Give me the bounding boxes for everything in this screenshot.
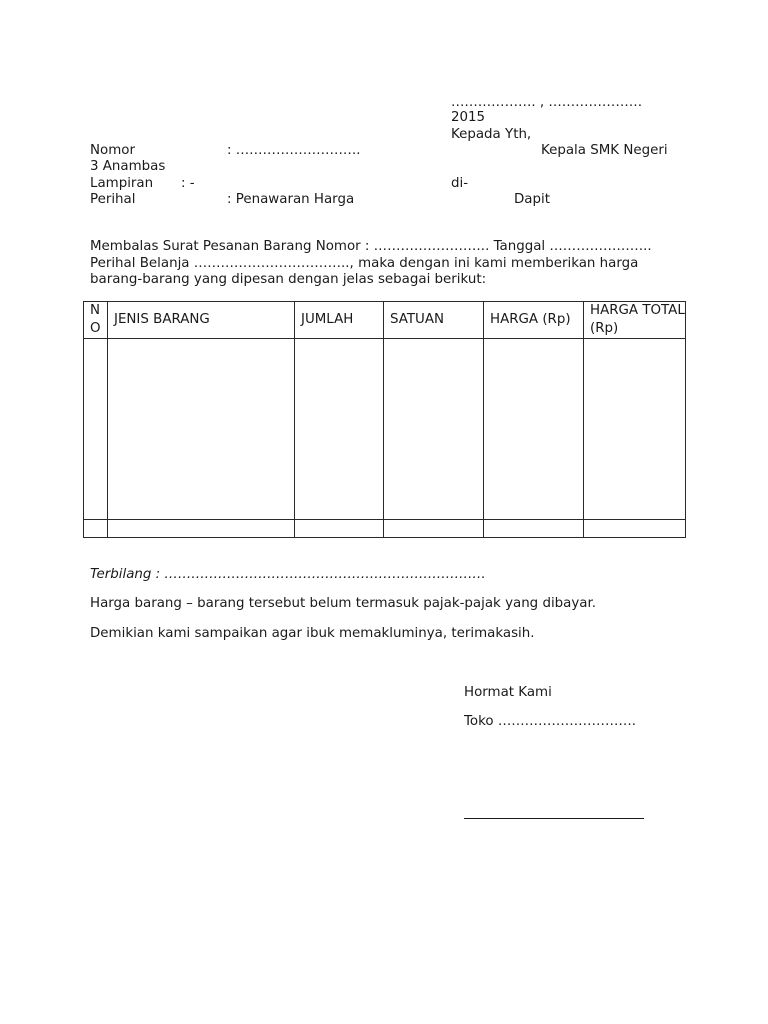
year: 2015 (451, 110, 486, 125)
col-header-no: NO (84, 302, 108, 339)
items-table (83, 301, 686, 538)
col-header-jenis-barang: JENIS BARANG (108, 302, 295, 339)
table-cell (484, 339, 584, 520)
recipient-di: di- (451, 176, 469, 191)
tax-note: Harga barang – barang tersebut belum termasuk pajak-pajak yang dibayar. (90, 596, 597, 611)
date-line: ………………. , ………………… (451, 95, 643, 110)
col-header-jumlah: JUMLAH (295, 302, 384, 339)
signature-greeting: Hormat Kami (464, 685, 552, 700)
table-cell (84, 339, 108, 520)
table-header-row (84, 302, 686, 339)
table-cell (384, 339, 484, 520)
table-cell (108, 339, 295, 520)
table-row (84, 339, 686, 520)
intro-line-3: barang-barang yang dipesan dengan jelas sebagai berikut: (90, 272, 487, 287)
col-header-satuan: SATUAN (384, 302, 484, 339)
closing-sentence: Demikian kami sampaikan agar ibuk memakluminya, terimakasih. (90, 626, 535, 641)
table-cell (108, 520, 295, 538)
table-cell (384, 520, 484, 538)
recipient-greeting: Kepada Yth, (451, 127, 532, 142)
table-row (84, 520, 686, 538)
nomor-value: : ………………………. (227, 143, 361, 158)
recipient-place: Dapit (514, 192, 550, 207)
intro-line-1: Membalas Surat Pesanan Barang Nomor : …………………….. Tanggal ………………….. (90, 239, 652, 254)
table-cell (584, 339, 686, 520)
intro-line-2: Perihal Belanja …………………………….., maka dengan ini kami memberikan harga (90, 256, 639, 271)
table-cell (295, 520, 384, 538)
lampiran-label: Lampiran (90, 176, 154, 191)
recipient-line-2: 3 Anambas (90, 159, 166, 174)
col-header-harga-total: HARGA TOTAL (Rp) (584, 302, 686, 339)
nomor-label: Nomor (90, 143, 135, 158)
table-cell (84, 520, 108, 538)
col-header-harga: HARGA (Rp) (484, 302, 584, 339)
table-cell (584, 520, 686, 538)
lampiran-value: : - (181, 176, 195, 191)
perihal-label: Perihal (90, 192, 136, 207)
signature-line (464, 818, 644, 819)
table-cell (295, 339, 384, 520)
signature-store: Toko …………………………. (464, 714, 636, 729)
recipient-line-1: Kepala SMK Negeri (541, 143, 668, 158)
terbilang-line: Terbilang : ……………………………………………………………… (90, 567, 486, 582)
table-cell (484, 520, 584, 538)
perihal-value: : Penawaran Harga (227, 192, 355, 207)
